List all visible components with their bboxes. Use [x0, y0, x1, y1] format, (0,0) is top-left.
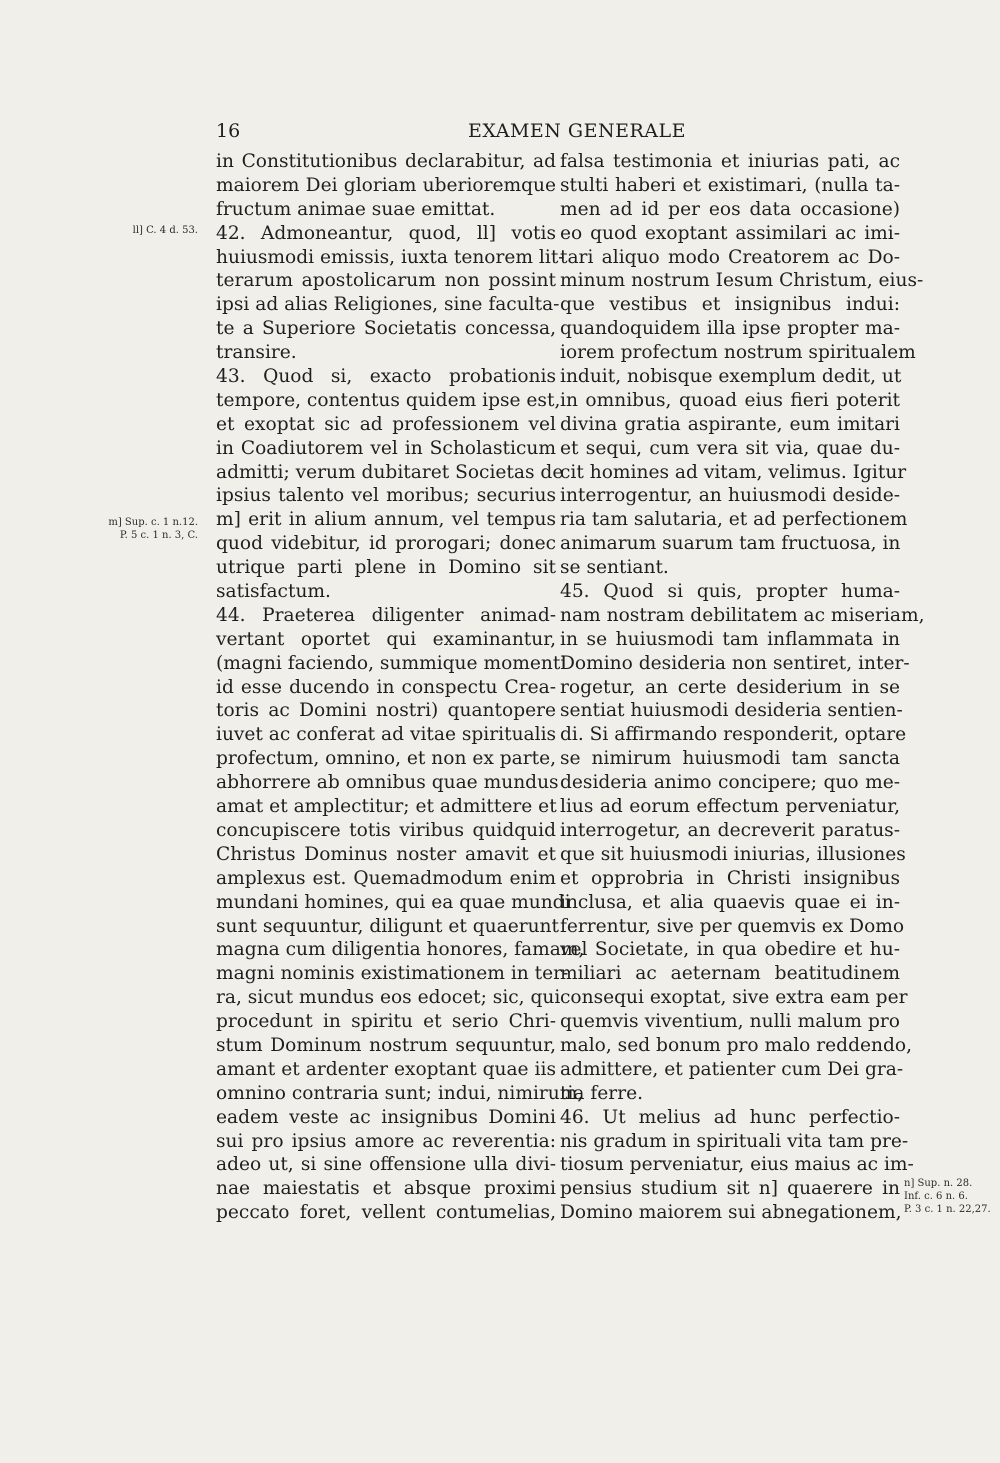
text-line: 44. Praeterea diligenter animad-: [216, 604, 556, 626]
text-line: sui pro ipsius amore ac reverentia:: [216, 1130, 556, 1152]
text-line: et sequi, cum vera sit via, quae du-: [560, 437, 900, 459]
text-line: ipsius talento vel moribus; securius: [216, 485, 556, 507]
text-line: ferrentur, sive per quemvis ex Domo: [560, 915, 905, 937]
text-line: concupiscere totis viribus quidquid: [216, 819, 556, 841]
text-line: ipsi ad alias Religiones, sine faculta-: [216, 294, 560, 316]
text-line: mundani homines, qui ea quae mundi: [216, 891, 571, 913]
text-line: se sentiant.: [560, 557, 669, 579]
text-line: malo, sed bonum pro malo reddendo,: [560, 1034, 912, 1056]
text-line: adeo ut, si sine offensione ulla divi-: [216, 1154, 556, 1176]
text-line: divina gratia aspirante, eum imitari: [560, 413, 900, 435]
text-line: te a Superiore Societatis concessa,: [216, 318, 556, 340]
text-line: Domino desideria non sentiret, inter-: [560, 652, 910, 674]
margin-note-line: ll] C. 4 d. 53.: [132, 225, 198, 236]
margin-note-line: P. 5 c. 1 n. 3, C.: [119, 530, 198, 541]
text-line: transire.: [216, 342, 297, 364]
text-line: nae maiestatis et absque proximi: [216, 1178, 556, 1200]
margin-note-line: Inf. c. 6 n. 6.: [904, 1191, 968, 1202]
text-line: terarum apostolicarum non possint: [216, 270, 556, 292]
text-line: id esse ducendo in conspectu Crea-: [216, 676, 556, 698]
margin-note-line: P. 3 c. 1 n. 22,27.: [904, 1204, 991, 1215]
text-line: 43. Quod si, exacto probationis: [216, 366, 556, 388]
text-line: admittere, et patienter cum Dei gra-: [560, 1058, 904, 1080]
text-line: huiusmodi emissis, iuxta tenorem lit-: [216, 246, 565, 268]
text-line: abhorrere ab omnibus quae mundus: [216, 772, 559, 794]
text-line: eadem veste ac insignibus Domini: [216, 1106, 556, 1128]
text-line: vel Societate, in qua obedire et hu-: [560, 939, 900, 961]
text-line: ria tam salutaria, et ad perfectionem: [560, 509, 908, 531]
text-line: procedunt in spiritu et serio Chri-: [216, 1011, 556, 1033]
page-number: 16: [216, 120, 241, 142]
text-line: animarum suarum tam fructuosa, in: [560, 533, 901, 555]
page-header: [0, 120, 1000, 144]
text-line: nam nostram debilitatem ac miseriam,: [560, 604, 925, 626]
text-line: sentiat huiusmodi desideria sentien-: [560, 700, 903, 722]
text-line: que sit huiusmodi iniurias, illusiones: [560, 843, 906, 865]
text-line: cit homines ad vitam, velimus. Igitur: [560, 461, 907, 483]
margin-note-line: n] Sup. n. 28.: [904, 1178, 973, 1189]
text-line: in omnibus, quoad eius fieri poterit: [560, 389, 900, 411]
text-line: in Coadiutorem vel in Scholasticum: [216, 437, 556, 459]
text-line: iorem profectum nostrum spiritualem: [560, 342, 916, 364]
text-line: tiosum perveniatur, eius maius ac im-: [560, 1154, 914, 1176]
text-line: interrogetur, an decreverit paratus-: [560, 819, 900, 841]
text-line: et exoptat sic ad professionem vel: [216, 413, 556, 435]
text-line: stum Dominum nostrum sequuntur,: [216, 1034, 556, 1056]
text-line: sunt sequuntur, diligunt et quaerunt: [216, 915, 560, 937]
running-head: EXAMEN GENERALE: [468, 120, 686, 142]
text-line: nis gradum in spirituali vita tam pre-: [560, 1130, 909, 1152]
text-line: peccato foret, vellent contumelias,: [216, 1202, 556, 1224]
margin-note-left-2: [108, 516, 198, 542]
text-line: magni nominis existimationem in ter-: [216, 963, 569, 985]
text-line: fructum animae suae emittat.: [216, 198, 496, 220]
text-line: et opprobria in Christi insignibus: [560, 867, 900, 889]
text-line: se nimirum huiusmodi tam sancta: [560, 748, 900, 770]
right-text-column: [560, 150, 925, 1225]
text-line: amplexus est. Quemadmodum enim: [216, 867, 556, 889]
text-line: maiorem Dei gloriam uberioremque: [216, 174, 556, 196]
text-line: magna cum diligentia honores, famam,: [216, 939, 585, 961]
text-line: quod videbitur, id prorogari; donec: [216, 533, 556, 555]
text-line: profectum, omnino, et non ex parte,: [216, 748, 557, 770]
text-line: admitti; verum dubitaret Societas de: [216, 461, 564, 483]
text-line: 46. Ut melius ad hunc perfectio-: [560, 1106, 900, 1128]
text-line: di. Si affirmando responderit, optare: [560, 724, 907, 746]
text-line: satisfactum.: [216, 581, 331, 603]
text-line: desideria animo concipere; quo me-: [560, 772, 900, 794]
text-line: in Constitutionibus declarabitur, ad: [216, 151, 556, 172]
text-line: eo quod exoptant assimilari ac imi-: [560, 222, 900, 244]
text-line: tempore, contentus quidem ipse est,: [216, 389, 561, 411]
text-line: interrogentur, an huiusmodi deside-: [560, 485, 900, 507]
text-line: miliari ac aeternam beatitudinem: [560, 963, 900, 985]
text-line: tia ferre.: [560, 1082, 643, 1104]
text-line: amant et ardenter exoptant quae iis: [216, 1058, 556, 1080]
text-line: falsa testimonia et iniurias pati, ac: [560, 151, 900, 172]
text-line: quemvis viventium, nulli malum pro: [560, 1011, 900, 1033]
text-line: lius ad eorum effectum perveniatur,: [560, 796, 900, 818]
text-line: ra, sicut mundus eos edocet; sic, qui: [216, 987, 561, 1009]
text-line: pensius studium sit n] quaerere in: [560, 1178, 900, 1200]
text-line: consequi exoptat, sive extra eam per: [560, 987, 908, 1009]
text-line: quandoquidem illa ipse propter ma-: [560, 318, 900, 340]
text-line: inclusa, et alia quaevis quae ei in-: [560, 891, 900, 913]
text-line: rogetur, an certe desiderium in se: [560, 676, 900, 698]
text-line: vertant oportet qui examinantur,: [216, 628, 556, 650]
text-line: que vestibus et insignibus indui:: [560, 294, 900, 316]
text-line: omnino contraria sunt; indui, nimirum,: [216, 1082, 584, 1104]
text-line: induit, nobisque exemplum dedit, ut: [560, 366, 902, 388]
text-line: amat et amplectitur; et admittere et: [216, 796, 557, 818]
margin-note-line: m] Sup. c. 1 n.12.: [108, 517, 198, 528]
text-line: 45. Quod si quis, propter huma-: [560, 581, 900, 603]
text-line: tari aliquo modo Creatorem ac Do-: [560, 246, 900, 268]
text-line: men ad id per eos data occasione): [560, 198, 900, 220]
text-line: in se huiusmodi tam inflammata in: [560, 628, 900, 650]
left-text-column: [216, 150, 585, 1225]
text-line: toris ac Domini nostri) quantopere: [216, 700, 556, 722]
text-line: 42. Admoneantur, quod, ll] votis: [216, 222, 556, 244]
text-line: iuvet ac conferat ad vitae spiritualis: [216, 724, 557, 746]
text-line: Christus Dominus noster amavit et: [216, 843, 556, 865]
text-line: Domino maiorem sui abnegationem,: [560, 1202, 902, 1224]
margin-note-left-1: [133, 224, 198, 237]
margin-note-right-1: [904, 1177, 991, 1216]
text-line: m] erit in alium annum, vel tempus: [216, 509, 556, 531]
text-line: (magni faciendo, summique momenti: [216, 652, 567, 674]
text-line: stulti haberi et existimari, (nulla ta-: [560, 174, 900, 196]
text-line: minum nostrum Iesum Christum, eius-: [560, 270, 924, 292]
text-line: utrique parti plene in Domino sit: [216, 557, 556, 579]
